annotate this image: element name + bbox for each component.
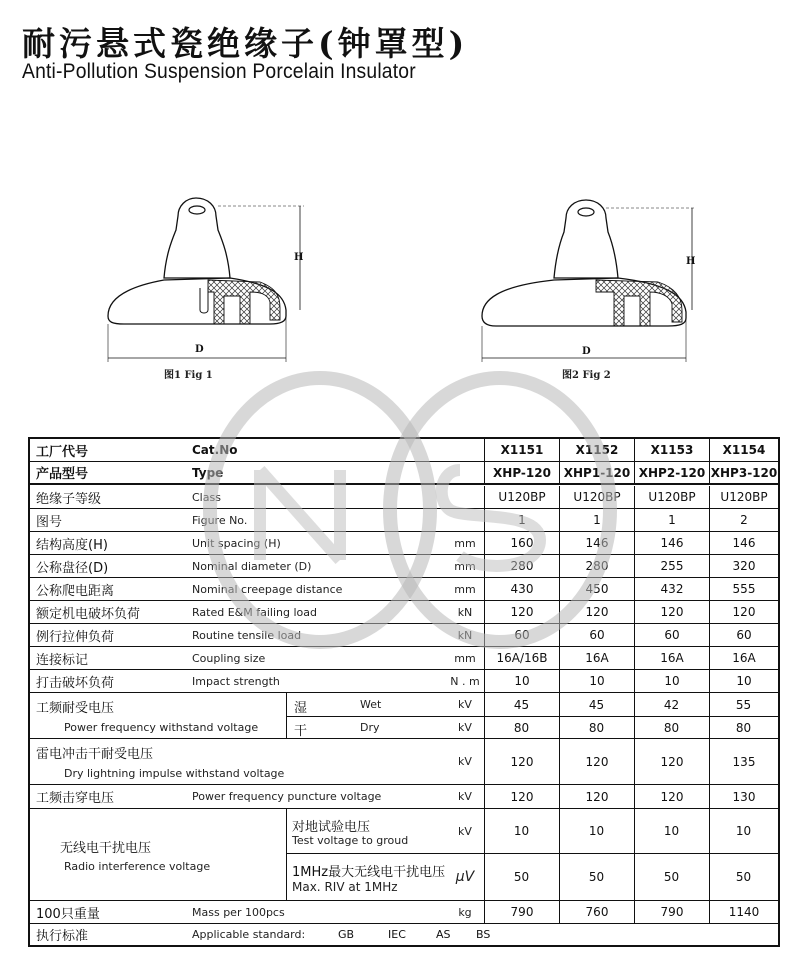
row-unit: kV <box>458 790 472 803</box>
table-row-coupling <box>30 647 778 670</box>
riv-value-1: 50 <box>513 870 530 884</box>
cell-value-1: 430 <box>484 578 559 600</box>
cell-value-1: 280 <box>484 555 559 577</box>
row-label-cn: 100只重量 <box>36 906 100 922</box>
cell-value-2: 120 <box>559 785 634 808</box>
row-unit: N . m <box>450 674 480 688</box>
row-label-en: Applicable standard: <box>192 928 306 941</box>
row-label-en: Impact strength <box>192 674 280 688</box>
row-label-cn: 产品型号 <box>36 467 89 482</box>
row-label-cn: 图号 <box>36 514 63 530</box>
dry-value-2: 80 <box>588 720 605 735</box>
cell-value-3: 120 <box>634 601 709 623</box>
row-label-cn: 公称盘径(D) <box>36 560 109 576</box>
cell-value-1: 120 <box>484 739 559 784</box>
table-row-standard <box>30 924 778 945</box>
cell-value-4: 146 <box>709 532 778 554</box>
row-label-en: Class <box>192 490 221 504</box>
table-row-impact <box>30 670 778 693</box>
dry-label-cn: 干 <box>294 724 308 739</box>
row-label-en: Figure No. <box>192 513 248 527</box>
row-label-cn: 工厂代号 <box>36 444 89 460</box>
wet-value-2: 45 <box>588 697 605 712</box>
cell-value-4: 320 <box>709 555 778 577</box>
cell-catno-2: X1152 <box>559 439 634 461</box>
cell-value-4: 120 <box>709 601 778 623</box>
lightning-label-cn: 雷电冲击干耐受电压 <box>36 747 154 762</box>
cell-value-1: 10 <box>484 670 559 692</box>
row-label-cn: 例行拉伸负荷 <box>36 629 115 645</box>
row-label-en: Type <box>192 465 224 480</box>
row-label-cn: 额定机电破坏负荷 <box>36 606 141 622</box>
row-unit: mm <box>454 582 476 596</box>
row-label-en: Nominal diameter (D) <box>192 559 312 573</box>
pf-withstand-label-en: Power frequency withstand voltage <box>64 721 259 734</box>
row-label-cn: 打击破坏负荷 <box>36 675 115 691</box>
row-unit: mm <box>454 536 476 550</box>
row-label-en: Mass per 100pcs <box>192 905 285 919</box>
table-row-radio <box>30 809 778 901</box>
dry-label-en: Dry <box>360 721 380 734</box>
table-row-puncture <box>30 785 778 809</box>
dry-value-4: 80 <box>735 720 752 735</box>
row-label-cn: 结构高度(H) <box>36 537 108 553</box>
dry-value-1: 80 <box>513 720 530 735</box>
test-voltage-label-en: Test voltage to groud <box>292 834 409 847</box>
row-unit: kV <box>458 755 472 768</box>
table-row-diameter <box>30 555 778 578</box>
cell-catno-3: X1153 <box>634 439 709 461</box>
figure-1-diameter-label: D <box>195 344 204 355</box>
test-voltage-value-1: 10 <box>513 824 530 838</box>
row-label-en: Coupling size <box>192 651 266 665</box>
cell-value-1: 120 <box>484 601 559 623</box>
cell-value-3: 120 <box>634 785 709 808</box>
riv-unit: μV <box>455 869 475 885</box>
figure-2-diameter-label: D <box>582 346 591 357</box>
standard-gb: GB <box>338 928 355 941</box>
wet-label-cn: 湿 <box>294 701 308 716</box>
cell-catno-4: X1154 <box>709 439 778 461</box>
row-unit: kN <box>457 605 473 619</box>
row-unit: mm <box>454 559 476 573</box>
cell-value-2: U120BP <box>559 486 634 508</box>
row-unit: kN <box>457 628 473 642</box>
table-row-em-load <box>30 601 778 624</box>
standard-as: AS <box>436 928 451 941</box>
cell-value-3: 16A <box>634 647 709 669</box>
page-title-cn: 耐污悬式瓷绝缘子(钟罩型) <box>22 24 469 63</box>
row-label-cn: 执行标准 <box>36 929 89 944</box>
row-label-en: Nominal creepage distance <box>192 582 343 596</box>
cell-value-4: 555 <box>709 578 778 600</box>
cell-value-1: 790 <box>484 901 559 923</box>
riv-value-4: 50 <box>735 870 752 884</box>
cell-value-4: 2 <box>709 509 778 531</box>
cell-value-2: 120 <box>559 601 634 623</box>
cell-type-1: XHP-120 <box>484 462 559 483</box>
table-row-lightning <box>30 739 778 785</box>
row-unit: mm <box>454 651 476 665</box>
cell-value-3: 60 <box>634 624 709 646</box>
cell-value-1: 60 <box>484 624 559 646</box>
table-row-tensile-load <box>30 624 778 647</box>
page-title-en: Anti-Pollution Suspension Porcelain Insulator <box>22 60 416 83</box>
figure-2-drawing <box>478 192 698 362</box>
cell-value-4: 16A <box>709 647 778 669</box>
cell-value-3: 790 <box>634 901 709 923</box>
cell-value-4: 1140 <box>709 901 778 923</box>
riv-value-3: 50 <box>663 870 680 884</box>
cell-value-3: 255 <box>634 555 709 577</box>
standard-iec: IEC <box>388 928 406 941</box>
row-label-en: Routine tensile load <box>192 628 302 642</box>
dry-value-3: 80 <box>663 720 680 735</box>
row-label-en: Rated E&M failing load <box>192 605 317 619</box>
row-label-cn: 公称爬电距离 <box>36 583 115 599</box>
table-row-type <box>30 462 778 485</box>
row-unit <box>446 509 484 531</box>
cell-value-1: 160 <box>484 532 559 554</box>
row-unit: kg <box>458 905 472 919</box>
wet-label-en: Wet <box>360 698 382 711</box>
cell-value-4: U120BP <box>709 486 778 508</box>
cell-value-2: 60 <box>559 624 634 646</box>
figure-1-caption: 图1 Fig 1 <box>164 370 213 381</box>
row-label-en: Power frequency puncture voltage <box>192 790 382 803</box>
row-label-cn: 工频击穿电压 <box>36 791 115 806</box>
row-label-en: Cat.No <box>192 443 238 457</box>
pf-withstand-label-cn: 工频耐受电压 <box>36 701 115 716</box>
cell-value-2: 760 <box>559 901 634 923</box>
figure-2-caption: 图2 Fig 2 <box>562 370 611 381</box>
test-voltage-value-2: 10 <box>588 824 605 838</box>
cell-value-2: 1 <box>559 509 634 531</box>
spec-table <box>28 437 780 947</box>
cell-type-3: XHP2-120 <box>634 462 709 483</box>
figure-1-drawing <box>100 192 304 362</box>
cell-value-1: U120BP <box>484 486 559 508</box>
cell-value-3: 1 <box>634 509 709 531</box>
riv-label-cn: 1MHz最大无线电干扰电压 <box>292 865 446 880</box>
cell-value-4: 130 <box>709 785 778 808</box>
figure-2-height-label: H <box>686 256 696 267</box>
table-row-pf-withstand <box>30 693 778 739</box>
cell-value-2: 450 <box>559 578 634 600</box>
cell-value-1: 16A/16B <box>484 647 559 669</box>
cell-value-3: U120BP <box>634 486 709 508</box>
cell-value-2: 16A <box>559 647 634 669</box>
lightning-label-en: Dry lightning impulse withstand voltage <box>64 767 285 780</box>
cell-value-4: 60 <box>709 624 778 646</box>
table-row-creepage <box>30 578 778 601</box>
cell-value-1: 1 <box>484 509 559 531</box>
table-row-unit-spacing <box>30 532 778 555</box>
table-row-mass <box>30 901 778 924</box>
cell-value-1: 120 <box>484 785 559 808</box>
cell-value-2: 146 <box>559 532 634 554</box>
radio-label-cn: 无线电干扰电压 <box>60 841 152 856</box>
cell-value-3: 120 <box>634 739 709 784</box>
cell-value-2: 10 <box>559 670 634 692</box>
wet-unit: kV <box>458 698 472 711</box>
table-row-class <box>30 486 778 509</box>
cell-value-4: 10 <box>709 670 778 692</box>
test-voltage-value-3: 10 <box>663 824 680 838</box>
test-voltage-label-cn: 对地试验电压 <box>292 820 371 835</box>
cell-value-2: 280 <box>559 555 634 577</box>
cell-value-3: 432 <box>634 578 709 600</box>
cell-type-2: XHP1-120 <box>559 462 634 483</box>
figure-1-height-label: H <box>294 252 304 263</box>
row-label-en: Unit spacing (H) <box>192 536 281 550</box>
cell-value-2: 120 <box>559 739 634 784</box>
cell-value-3: 10 <box>634 670 709 692</box>
riv-label-en: Max. RIV at 1MHz <box>292 880 398 894</box>
test-voltage-unit: kV <box>458 824 472 838</box>
row-unit <box>446 486 484 508</box>
cell-type-4: XHP3-120 <box>709 462 778 483</box>
wet-value-3: 42 <box>663 697 680 712</box>
test-voltage-value-4: 10 <box>735 824 752 838</box>
wet-value-4: 55 <box>735 697 752 712</box>
standard-bs: BS <box>476 928 491 941</box>
cell-catno-1: X1151 <box>484 439 559 461</box>
radio-label-en: Radio interference voltage <box>64 860 211 873</box>
row-label-cn: 连接标记 <box>36 652 89 668</box>
row-label-cn: 绝缘子等级 <box>36 491 102 507</box>
wet-value-1: 45 <box>513 697 530 712</box>
table-row-figure-no <box>30 509 778 532</box>
riv-value-2: 50 <box>588 870 605 884</box>
cell-value-3: 146 <box>634 532 709 554</box>
dry-unit: kV <box>458 721 472 734</box>
cell-value-4: 135 <box>709 739 778 784</box>
table-row-catno <box>30 439 778 462</box>
